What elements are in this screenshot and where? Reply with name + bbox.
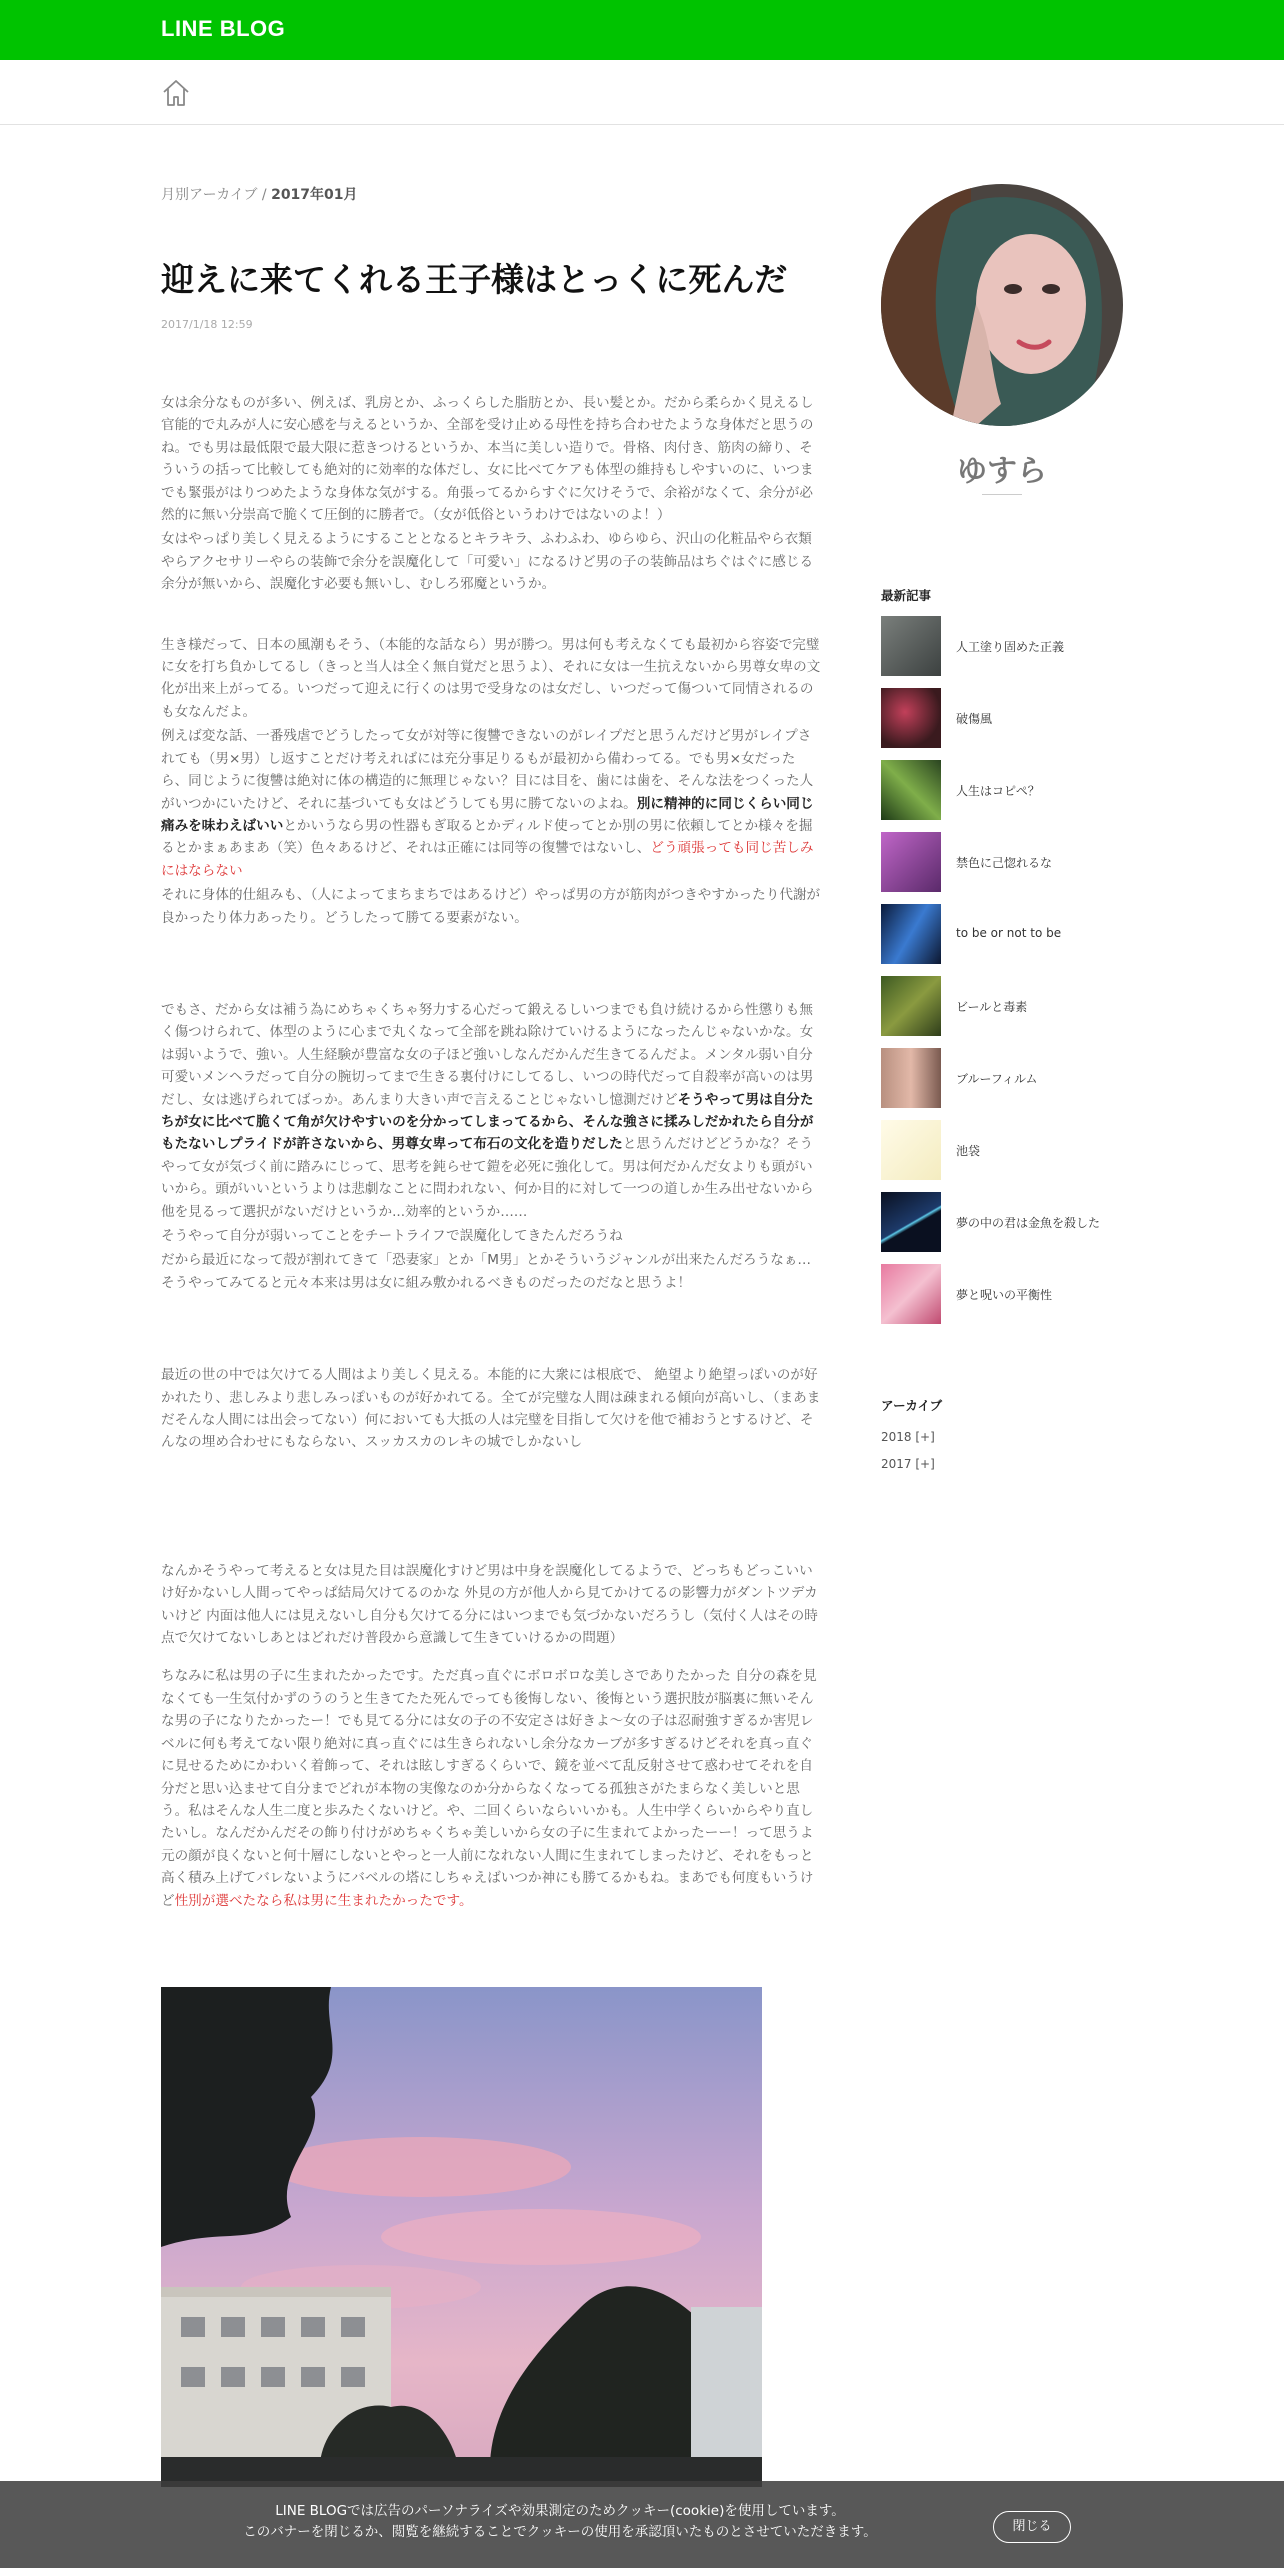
recent-item[interactable]	[881, 1264, 1121, 1324]
archive-2018[interactable]: 2018 [+]	[881, 1430, 935, 1444]
recent-title: 夢の中の君は金魚を殺した	[956, 1216, 1101, 1230]
recent-thumb	[881, 1048, 941, 1108]
paragraph	[161, 725, 821, 882]
paragraph: だから最近になって殻が割れてきて「恐妻家」とか「M男」とかそういうジャンルが出来たんだろうなぁ…そうやってみてると元々本来は男は女に組み敷かれるべきものだったのだなと思うよ！	[161, 1252, 812, 1291]
recent-thumb	[881, 976, 941, 1036]
recent-item[interactable]	[881, 688, 1121, 748]
author-avatar[interactable]	[881, 184, 1123, 426]
recent-thumb	[881, 688, 941, 748]
post-body	[161, 392, 821, 1914]
red-text: 性別が選べたなら私は男に生まれたかったです。	[174, 1892, 473, 1909]
paragraph: 生き様だって、日本の風潮もそう、（本能的な話なら）男が勝つ。男は何も考えなくても最初から容姿で完璧に女を打ち負かしてるし（きっと当人は全く無自覚だと思うよ）、それに女は一生抗えないから男尊女卑の文化が出来上がってる。いつだって迎えに行くのは男で受身なのは女だし、いつだって傷ついて同情されるのも女なんだよ。	[161, 636, 821, 720]
breadcrumb-archive-link[interactable]: 月別アーカイブ /	[161, 187, 272, 203]
archive-heading: アーカイブ	[881, 1398, 943, 1413]
cookie-banner	[0, 2481, 1284, 2568]
author-name[interactable]: ゆすら	[957, 454, 1047, 489]
recent-item[interactable]	[881, 1120, 1121, 1180]
text-run: とかいうなら男の性器もぎ取るとかディルド使ってとか別の男に依頼してとか様々を掘るとかまぁあまあ（笑）色々あるけど、それは正確には同等の復讐ではないし、	[161, 817, 813, 857]
recent-thumb	[881, 760, 941, 820]
breadcrumb-current: 2017年01月	[271, 187, 358, 203]
paragraph	[161, 999, 821, 1223]
recent-item[interactable]	[881, 1048, 1121, 1108]
recent-thumb	[881, 1192, 941, 1252]
top-bar	[0, 0, 1284, 60]
bold-text: そうやって男は自分たちが女に比べて脆くて角が欠けやすいのを分かってしまってるから、そんな強さに揉みしだかれたら自分がもたないしプライドが許さないから、男尊女卑って布石の文化を造りだした	[161, 1091, 814, 1153]
paragraph	[161, 1665, 821, 1911]
sky-photo	[161, 1987, 762, 2487]
recent-list	[881, 616, 1121, 1336]
recent-title: 池袋	[956, 1144, 981, 1158]
archive-2017[interactable]: 2017 [+]	[881, 1457, 935, 1471]
recent-thumb	[881, 1120, 941, 1180]
recent-title: to be or not to be	[956, 926, 1062, 940]
recent-item[interactable]	[881, 1192, 1121, 1252]
recent-title: ビールと毒素	[956, 1000, 1028, 1014]
paragraph: 最近の世の中では欠けてる人間はより美しく見える。本能的に大衆には根底で、 絶望より絶望っぽいのが好かれたり、悲しみより悲しみっぽいものが好かれてる。全てが完璧な人間は疎まれる傾向が高いし、（まあまだそんな人間には出会ってない）何においても大抵の人は完璧を目指して欠けを他で補おうとするけど、そんなの埋め合わせにもならない、スッカスカのレキの城でしかないし	[161, 1367, 821, 1451]
paragraph: 女は余分なものが多い、例えば、乳房とか、ふっくらした脂肪とか、長い髪とか。だから柔らかく見えるし官能的で丸みが人に安心感を与えるというか、全部を受け止める母性を持ち合わせたような身体だと思うのね。でも男は最低限で最大限に惹きつけるというか、本当に美しい造りで。骨格、肉付き、筋肉の締り、そういうの括って比較しても絶対的に効率的な体だし、女に比べてケアも体型の維持もしやすいのに、いつまでも緊張がはりつめたような身体な気がする。角張ってるからすぐに欠けそうで、余裕がなくて、余分が必然的に無い分崇高で脆くて圧倒的に勝者で。（女が低俗というわけではないのよ！）	[161, 395, 814, 524]
recent-title: 人工塗り固めた正義	[956, 640, 1065, 654]
cookie-line: LINE BLOGでは広告のパーソナライズや効果測定のためクッキー(cookie)を使用しています。	[275, 2503, 845, 2519]
line-blog-logo[interactable]: LINE BLOG	[161, 16, 286, 41]
home-icon[interactable]	[161, 78, 191, 108]
recent-heading: 最新記事	[881, 588, 932, 603]
divider	[982, 494, 1022, 495]
recent-item[interactable]	[881, 832, 1121, 892]
recent-thumb	[881, 904, 941, 964]
cookie-close-button[interactable]: 閉じる	[993, 2511, 1071, 2543]
recent-title: 人生はコピペ？	[956, 784, 1040, 798]
paragraph: それに身体的仕組みも、（人によってまちまちではあるけど）やっぱ男の方が筋肉がつきやすかったり代謝が良かったり体力あったり。どうしたって勝てる要素がない。	[161, 887, 821, 926]
text-run: ちなみに私は男の子に生まれたかったです。ただ真っ直ぐにボロボロな美しさでありたかった 自分の森を見なくても一生気付かずのうのうと生きてたた死んでっても後悔しない、後悔という選択肢が脳裏に無いそんな男の子になりたかったー！でも見てる分には女の子の不安定さは好きよ〜女の子は忍耐強すぎるか害児レベルに何も考えてない限り絶対に真っ直ぐには生きられないし余分なカーブが多すぎるけどそれを真っ直ぐに見せるためにかわいく着飾って、それは眩しすぎるくらいで、鏡を並べて乱反射させて惑わせてそれを自分だと思い込ませて自分までどれが本物の実像なのか分からなくなってる孤独さがたまらなく美しいと思う。私はそんな人生二度と歩みたくないけど。や、二回くらいならいいかも。人生中学くらいからやり直したいし。なんだかんだその飾り付けがめちゃくちゃ美しいから女の子に生まれてよかったーー！って思うよ 元の顔が良くないと何十層にしないとやっと一人前になれない人間に生まれてしまったけど、それをもっと高く積み上げてバレないようにバベルの塔にしちゃえばいつか神にも勝てるかもね。まあでも何度もいうけど	[161, 1668, 817, 1909]
recent-thumb	[881, 832, 941, 892]
cookie-line: このバナーを閉じるか、閲覧を継続することでクッキーの使用を承認頂いたものとさせていただきます。	[243, 2524, 877, 2540]
paragraph: 女はやっぱり美しく見えるようにすることとなるとキラキラ、ふわふわ、ゆらゆら、沢山の化粧品やら衣類やらアクセサリーやらの装飾で余分を誤魔化して「可愛い」になるけど男の子の装飾品はちぐはぐに感じる余分が無いから、誤魔化す必要も無いし、むしろ邪魔というか。	[161, 531, 814, 593]
text-run: 例えば変な話、一番残虐でどうしたって女が対等に復讐できないのがレイプだと思うんだけど男がレイプされても（男×男）し返すことだけ考えればには充分事足りるもが最初から備わってる。でも男×女だったら、同じように復讐は絶対に体の構造的に無理じゃない？目には目を、歯には歯を、そんな法をつくった人がいつかにいたけど、それに基づいても女はどうしても男に勝てないのよね。	[161, 728, 814, 812]
recent-item[interactable]	[881, 760, 1121, 820]
recent-title: 夢と呪いの平衡性	[956, 1288, 1053, 1302]
breadcrumb	[161, 184, 358, 204]
text-run: でもさ、だから女は補う為にめちゃくちゃ努力する心だって鍛えるしいつまでも負け続けるから性懲りも無く傷つけられて、体型のように心まで丸くなって全部を跳ね除けていけるようになったんじゃないかな。女は弱いようで、強い。人生経験が豊富な女の子ほど強いしなんだかんだ生きてるんだよ。メンタル弱い自分可愛いメンヘラだって自分の腕切ってまで生きる裏付けにしてるし、いつの時代だって自殺率が高いのは男だし、女は逃げられてばっか。あんまり大きい声で言えることじゃないし憶測だけど	[161, 1001, 814, 1108]
paragraph: そうやって自分が弱いってことをチートライフで誤魔化してきたんだろうね	[161, 1228, 623, 1244]
red-text: どう頑張っても同じ苦しみにはならない	[161, 840, 814, 879]
recent-thumb	[881, 1264, 941, 1324]
post-date: 2017/1/18 12:59	[161, 318, 253, 331]
recent-title: ブルーフィルム	[956, 1072, 1038, 1086]
paragraph: なんかそうやって考えると女は見た目は誤魔化すけど男は中身を誤魔化してるようで、どっちもどっこいいけ好かないし人間ってやっぱ結局欠けてるのかな 外見の方が他人から見てかけてるの影響力がダントツデカいけど 内面は他人には見えないし自分も欠けてる分にはいつまでも気づかないだろうし（気付く人はその時点で欠けてないしあとはどれだけ普段から意識して生きていけるかの問題）	[161, 1562, 818, 1647]
recent-item[interactable]	[881, 904, 1121, 964]
recent-item[interactable]	[881, 616, 1121, 676]
recent-item[interactable]	[881, 976, 1121, 1036]
post-title: 迎えに来てくれる王子様はとっくに死んだ	[161, 260, 788, 299]
recent-thumb	[881, 616, 941, 676]
bold-text: 別に精神的に同じくらい同じ痛みを味わえばいい	[161, 795, 814, 834]
recent-title: 禁色に己惚れるな	[956, 856, 1053, 870]
nav-bar	[0, 60, 1284, 125]
text-run: と思うんだけどどうかな？そうやって女が気づく前に踏みにじって、思考を鈍らせて鎧を必死に強化して。男は何だかんだ女よりも頭がいいから。頭がいいというよりは悲劇なことに問われない、何か目的に対して一つの道しか生み出せないから他を見るって選択がないだけというか...効率的というか……	[161, 1136, 814, 1220]
cookie-message	[180, 2501, 940, 2543]
recent-title: 破傷風	[956, 712, 993, 726]
